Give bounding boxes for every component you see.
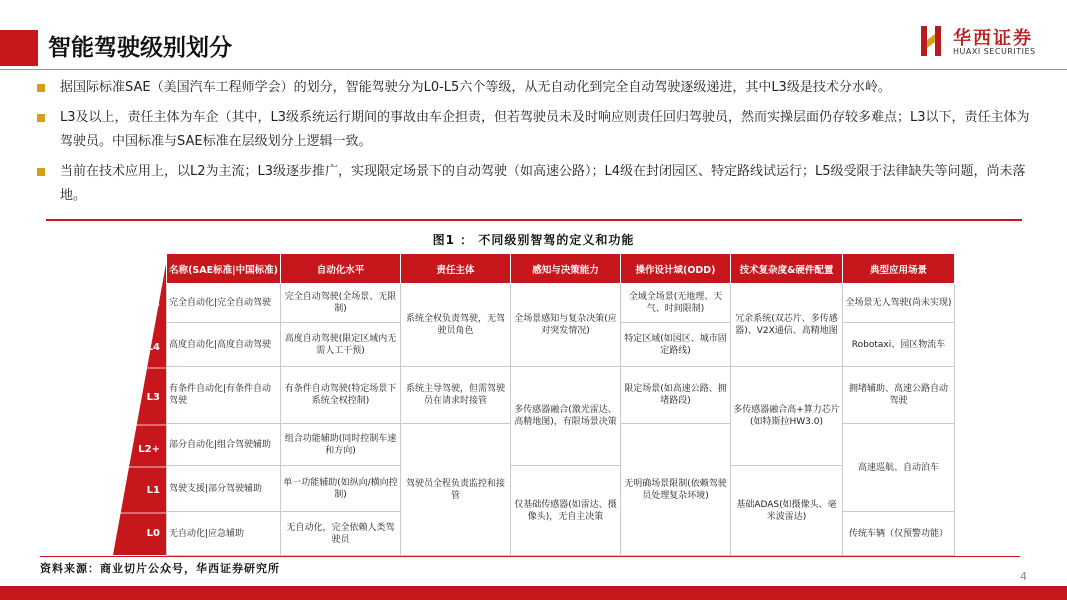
- source-note: 资料来源：商业切片公众号，华西证券研究所: [40, 562, 280, 575]
- hardware-cell: 多传感器融合高+算力芯片 (如特斯拉HW3.0): [731, 367, 843, 466]
- perception-cell: 仅基础传感器(如雷达、摄像头)，无自主决策: [511, 466, 621, 556]
- perception-cell: 全场景感知与复杂决策(应对突发情况): [511, 284, 621, 367]
- column-header: 责任主体: [401, 254, 511, 284]
- automation-cell: 高度自动驾驶(限定区域内无需人工干预): [281, 323, 401, 367]
- bullet-list: [36, 76, 1036, 214]
- bullet-item: 据国际标准SAE（美国汽车工程师学会）的划分，智能驾驶分为L0-L5六个等级，从无自动化到完全自动驾驶逐级递进，其中L3级是技术分水岭。: [36, 76, 1036, 100]
- automation-cell: 组合功能辅助(同时控制车速和方向): [281, 424, 401, 466]
- footer-bar: [0, 586, 1067, 600]
- column-header: 自动化水平: [281, 254, 401, 284]
- level-label: L0: [146, 528, 160, 539]
- logo-chinese-name: 华西证券: [953, 28, 1033, 49]
- table-row: [167, 367, 955, 424]
- scenario-cell: 拥堵辅助、高速公路自动驾驶: [843, 367, 955, 424]
- odd-cell: 限定场景(如高速公路、拥堵路段): [621, 367, 731, 424]
- level-label: L2，L2+: [114, 444, 160, 455]
- name-cell: 部分自动化|组合驾驶辅助: [167, 424, 281, 466]
- perception-cell: 多传感器融合(激光雷达、高精地图)，有限场景决策: [511, 367, 621, 466]
- level-label: L4: [146, 342, 160, 353]
- odd-cell: 特定区域(如园区、城市固定路线): [621, 323, 731, 367]
- responsibility-cell: 系统全权负责驾驶，无驾驶员角色: [401, 284, 511, 367]
- hardware-cell: 基础ADAS(如摄像头、毫米波雷达): [731, 466, 843, 556]
- automation-cell: 单一功能辅助(如纵向/横向控制): [281, 466, 401, 512]
- table-row: [167, 466, 955, 512]
- header-divider: [0, 69, 1067, 70]
- name-cell: 完全自动化|完全自动驾驶: [167, 284, 281, 323]
- scenario-cell: 全场景无人驾驶(尚未实现): [843, 284, 955, 323]
- name-cell: 无自动化|应急辅助: [167, 512, 281, 556]
- logo-english-name: HUAXI SECURITIES: [953, 47, 1036, 56]
- source-divider: [40, 556, 1020, 557]
- level-label: L5: [146, 299, 160, 310]
- responsibility-cell: 驾驶员全程负责监控和接管: [401, 424, 511, 556]
- table-row: [167, 284, 955, 323]
- scenario-cell: 高速巡航、自动泊车: [843, 424, 955, 512]
- levels-table: [166, 253, 955, 556]
- column-header: 名称(SAE标准|中国标准): [167, 254, 281, 284]
- level-label: L1: [146, 485, 160, 496]
- automation-cell: 无自动化，完全依赖人类驾驶员: [281, 512, 401, 556]
- column-header: 技术复杂度&硬件配置: [731, 254, 843, 284]
- page-title: 智能驾驶级别划分: [48, 35, 232, 61]
- automation-cell: 完全自动驾驶(全场景、无限制): [281, 284, 401, 323]
- column-header: 感知与决策能力: [511, 254, 621, 284]
- name-cell: 高度自动化|高度自动驾驶: [167, 323, 281, 367]
- scenario-cell: 传统车辆（仅预警功能）: [843, 512, 955, 556]
- figure-title: 图1 ： 不同级别智驾的定义和功能: [432, 233, 635, 247]
- automation-cell: 有条件自动驾驶(特定场景下系统全权控制): [281, 367, 401, 424]
- level-label: L3: [146, 392, 160, 403]
- odd-cell: 全域全场景(无地理、天气、时间限制): [621, 284, 731, 323]
- column-header: 操作设计域(ODD): [621, 254, 731, 284]
- page-number: 4: [1020, 570, 1027, 583]
- name-cell: 有条件自动化|有条件自动驾驶: [167, 367, 281, 424]
- odd-cell: 无明确场景限制(依赖驾驶员处理复杂环境): [621, 424, 731, 556]
- section-divider: [46, 219, 1022, 221]
- hardware-cell: 冗余系统(双芯片、多传感器)、V2X通信、高精地图: [731, 284, 843, 367]
- name-cell: 驾驶支援|部分驾驶辅助: [167, 466, 281, 512]
- logo-mark-icon: [919, 22, 945, 58]
- company-logo: [919, 22, 1049, 62]
- bullet-item: L3及以上，责任主体为车企（其中，L3级系统运行期间的事故由车企担责，但若驾驶员未及时响应则责任回归驾驶员，然而实操层面仍存较多难点；L3以下，责任主体为驾驶员。中国标准与SAE标准在层级划分上逻辑一致。: [36, 106, 1036, 154]
- column-header: 典型应用场景: [843, 254, 955, 284]
- scenario-cell: Robotaxi、园区物流车: [843, 323, 955, 367]
- responsibility-cell: 系统主导驾驶，但需驾驶员在请求时接管: [401, 367, 511, 424]
- bullet-item: 当前在技术应用上，以L2为主流；L3级逐步推广，实现限定场景下的自动驾驶（如高速公路）；L4级在封闭园区、特定路线试运行；L5级受限于法律缺失等问题，尚未落地。: [36, 160, 1036, 208]
- table-header-row: [167, 254, 955, 284]
- title-accent-bar: [0, 30, 38, 66]
